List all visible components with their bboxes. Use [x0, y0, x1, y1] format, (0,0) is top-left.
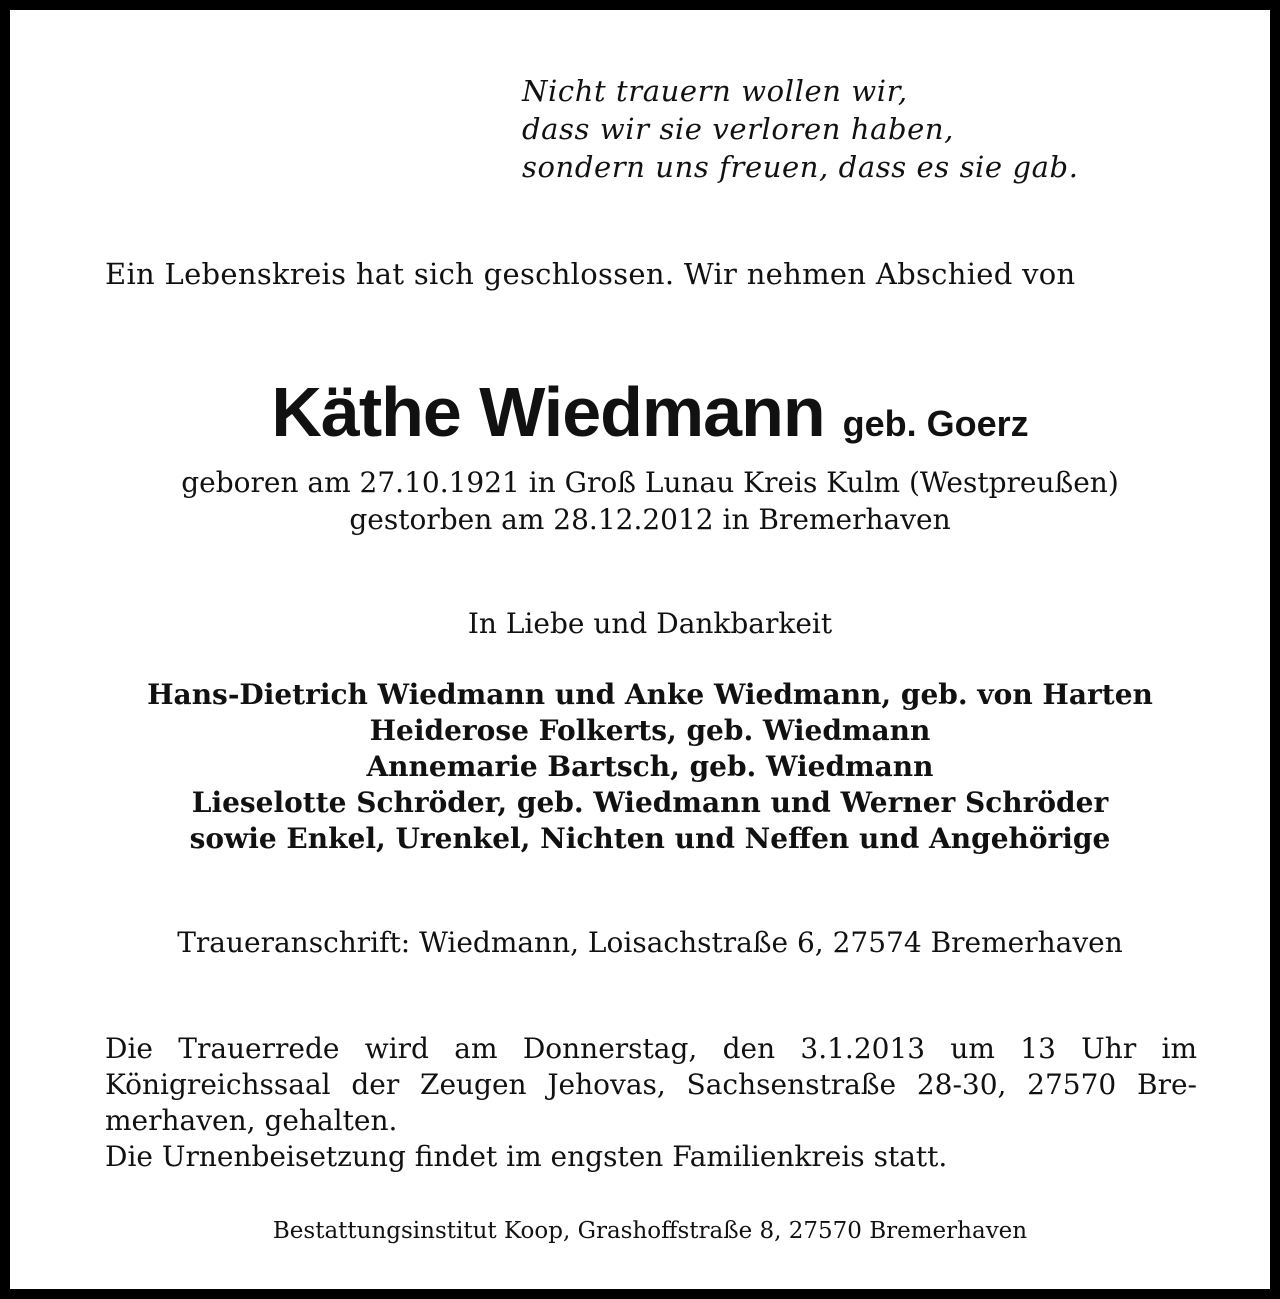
deceased-heading [10, 372, 1280, 452]
deceased-maiden-name: geb. Goerz [842, 403, 1029, 444]
mourner-line: Heiderose Folkerts, geb. Wiedmann [369, 714, 931, 747]
mourner-line: Lieselotte Schröder, geb. Wiedmann und Werner Schröder [191, 786, 1109, 819]
undertaker-info: Bestattungsinstitut Koop, Grashoffstraße 8, 27570 Bremerhaven [272, 1218, 1028, 1244]
birth-info: geboren am 27.10.1921 in Groß Lunau Kreis Kulm (Westpreußen) [181, 466, 1119, 499]
mourning-address: Traueranschrift: Wiedmann, Loisachstraße 6, 27574 Bremerhaven [177, 926, 1123, 959]
ceremony-text: Die Trauerrede wird am Donnerstag, den 3.1.2013 um 13 Uhr im Königreichssaal der Zeugen Jehovas, Sachsenstraße 28-30, 27570 Bremerhaven, gehalten. [105, 1032, 1197, 1137]
motto-line: Nicht trauern wollen wir, [522, 74, 908, 108]
mourners-list [10, 677, 1280, 857]
intro-text: Ein Lebenskreis hat sich geschlossen. Wir nehmen Abschied von [105, 257, 1076, 291]
mourner-line: sowie Enkel, Urenkel, Nichten und Neffen und Angehörige [189, 822, 1111, 855]
burial-text: Die Urnenbeisetzung findet im engsten Familienkreis statt. [105, 1140, 948, 1173]
greeting-text: In Liebe und Dankbarkeit [467, 607, 833, 640]
life-dates [10, 464, 1280, 538]
motto-line: dass wir sie verloren haben, [522, 112, 955, 146]
mourner-line: Annemarie Bartsch, geb. Wiedmann [366, 750, 934, 783]
service-info [105, 1031, 1197, 1175]
death-info: gestorben am 28.12.2012 in Bremerhaven [349, 503, 951, 536]
motto-line: sondern uns freuen, dass es sie gab. [522, 150, 1079, 184]
deceased-name: Käthe Wiedmann [271, 373, 825, 451]
mourner-line: Hans-Dietrich Wiedmann und Anke Wiedmann, geb. von Harten [147, 678, 1153, 711]
motto-quote [522, 72, 1079, 186]
